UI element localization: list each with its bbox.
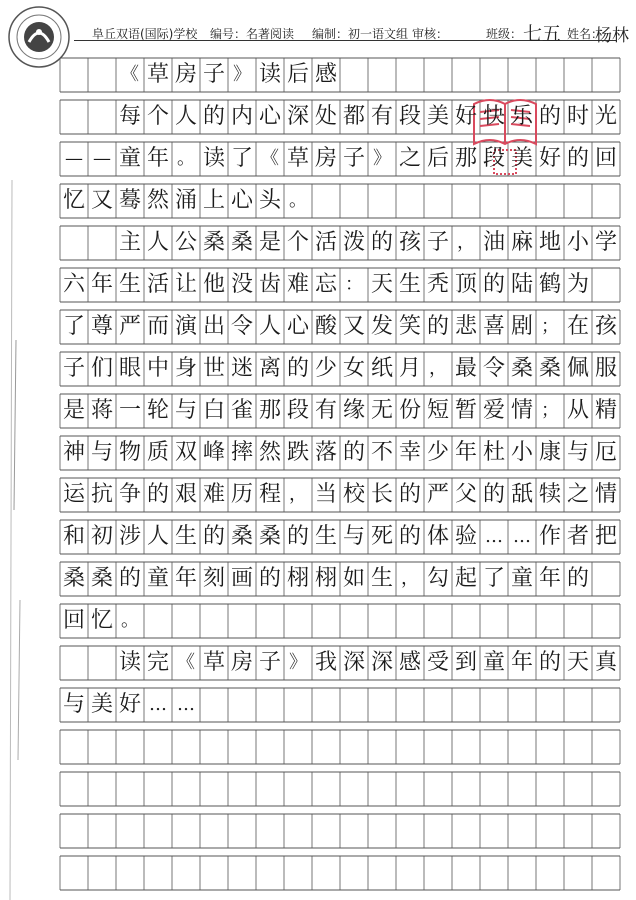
essay-char: 。 — [289, 190, 307, 211]
essay-char: 幸 — [398, 440, 421, 465]
essay-char: 康 — [538, 440, 561, 465]
essay-char: 的 — [202, 524, 225, 549]
essay-char: 画 — [230, 566, 253, 591]
essay-char: 中 — [146, 356, 169, 381]
essay-char: 身 — [174, 356, 197, 381]
essay-char: 油 — [482, 230, 505, 255]
essay-char: 房 — [230, 650, 253, 675]
reviewer-label: 审核： — [412, 27, 449, 41]
essay-char: 天 — [566, 650, 589, 675]
essay-char: 舐 — [510, 482, 533, 507]
essay-char: 读 — [258, 62, 281, 87]
essay-char: 把 — [594, 524, 617, 549]
essay-char: 的 — [286, 356, 309, 381]
essay-char: 暂 — [454, 398, 477, 423]
essay-char: 双 — [174, 440, 197, 465]
essay-char: 草 — [146, 62, 169, 87]
essay-char: 忆 — [62, 188, 85, 213]
essay-char: 童 — [146, 566, 169, 591]
essay-char: 严 — [118, 314, 141, 339]
essay-char: 不 — [370, 440, 393, 465]
essay-char: 如 — [342, 566, 365, 591]
essay-char: 是 — [258, 230, 281, 255]
essay-char: 个 — [146, 104, 169, 129]
essay-char: 是 — [62, 398, 85, 423]
essay-char: 校 — [342, 482, 365, 507]
essay-char: 们 — [90, 356, 113, 381]
essay-char: 为 — [566, 272, 589, 297]
essay-char: 的 — [258, 566, 281, 591]
essay-char: 爱 — [482, 398, 505, 423]
essay-char: 当 — [314, 482, 337, 507]
essay-char: 体 — [426, 524, 449, 549]
essay-char: 的 — [370, 230, 393, 255]
essay-char: 佩 — [566, 356, 589, 381]
essay-char: 我 — [314, 650, 337, 675]
essay-char: 喜 — [482, 314, 505, 339]
essay-char: 女 — [342, 356, 365, 381]
essay-char: 年 — [174, 566, 197, 591]
essay-char: 验 — [454, 524, 477, 549]
essay-char: 每 — [118, 104, 141, 129]
essay-char: 人 — [174, 104, 197, 129]
essay-char: 他 — [202, 272, 225, 297]
essay-char: ； — [541, 316, 559, 337]
essay-char: 桑 — [230, 524, 253, 549]
school-name: 阜丘双语(国际)学校 — [92, 27, 198, 41]
essay-char: 悲 — [454, 314, 477, 339]
essay-char: 房 — [314, 146, 337, 171]
essay-char: 地 — [538, 230, 561, 255]
essay-char: 好 — [454, 104, 477, 129]
essay-char: 然 — [258, 440, 281, 465]
essay-char: 作 — [538, 524, 561, 549]
essay-char: 后 — [286, 62, 309, 87]
essay-char: 栩 — [286, 566, 309, 591]
essay-char: 与 — [566, 440, 589, 465]
essay-char: — — [65, 148, 83, 169]
essay-char: 蒋 — [90, 398, 113, 423]
essay-char: 眼 — [118, 356, 141, 381]
essay-char: 争 — [118, 482, 141, 507]
essay-char: 的 — [482, 272, 505, 297]
essay-char: 头 — [258, 188, 281, 213]
essay-char: 又 — [342, 314, 365, 339]
essay-char: 房 — [174, 62, 197, 87]
essay-char: 人 — [258, 314, 281, 339]
essay-char: 桑 — [258, 524, 281, 549]
essay-char: ， — [457, 232, 475, 253]
essay-char: 犊 — [538, 482, 561, 507]
essay-char: 读 — [202, 146, 225, 171]
essay-char: 齿 — [258, 272, 281, 297]
essay-char: 的 — [538, 104, 561, 129]
essay-char: 》 — [373, 148, 391, 169]
essay-char: 好 — [538, 146, 561, 171]
essay-char: 起 — [454, 566, 477, 591]
essay-char: 酸 — [314, 314, 337, 339]
essay-char: 然 — [146, 188, 169, 213]
essay-char: 涉 — [118, 524, 141, 549]
essay-char: 生 — [174, 524, 197, 549]
essay-char: 无 — [370, 398, 393, 423]
essay-char: 个 — [286, 230, 309, 255]
essay-char: 栩 — [314, 566, 337, 591]
essay-char: 乐 — [510, 104, 533, 129]
editor-label: 编制：初一语文组 — [312, 27, 409, 41]
essay-char: 桑 — [538, 356, 561, 381]
essay-char: 段 — [286, 398, 309, 423]
essay-char: 小 — [566, 230, 589, 255]
essay-char: 神 — [62, 440, 85, 465]
essay-char: 而 — [146, 314, 169, 339]
essay-char: 出 — [202, 314, 225, 339]
essay-char: 段 — [482, 146, 505, 171]
essay-char: 活 — [146, 272, 169, 297]
essay-char: 麻 — [510, 230, 533, 255]
essay-char: 长 — [370, 482, 393, 507]
essay-char: 天 — [370, 272, 393, 297]
essay-char: 时 — [566, 104, 589, 129]
essay-char: 的 — [286, 524, 309, 549]
essay-char: 童 — [118, 146, 141, 171]
essay-char: 从 — [566, 398, 589, 423]
essay-char: 难 — [202, 482, 225, 507]
essay-char: 深 — [342, 650, 365, 675]
essay-char: 美 — [426, 104, 449, 129]
essay-char: 历 — [230, 482, 253, 507]
essay-char: 离 — [258, 356, 281, 381]
essay-char: 的 — [118, 566, 141, 591]
essay-char: 读 — [118, 650, 141, 675]
essay-char: 子 — [62, 356, 85, 381]
essay-char: 年 — [146, 146, 169, 171]
essay-char: 》 — [289, 652, 307, 673]
essay-char: 落 — [314, 440, 337, 465]
essay-char: 了 — [230, 146, 253, 171]
essay-char: 又 — [90, 188, 113, 213]
essay-char: 令 — [230, 314, 253, 339]
essay-char: 令 — [482, 356, 505, 381]
essay-char: 服 — [594, 356, 617, 381]
essay-char: 主 — [118, 230, 141, 255]
essay-char: 《 — [121, 64, 139, 85]
essay-char: 份 — [398, 398, 421, 423]
essay-char: 之 — [398, 146, 421, 171]
essay-char: 勾 — [426, 566, 449, 591]
essay-char: 少 — [426, 440, 449, 465]
essay-char: 之 — [566, 482, 589, 507]
essay-char: 物 — [118, 440, 141, 465]
essay-char: 跌 — [286, 440, 309, 465]
essay-char: 白 — [202, 398, 225, 423]
essay-char: 一 — [118, 398, 141, 423]
essay-char: 顶 — [454, 272, 477, 297]
essay-char: 秃 — [426, 272, 449, 297]
essay-char: 好 — [118, 692, 141, 717]
essay-char: 让 — [174, 272, 197, 297]
essay-char: ； — [541, 400, 559, 421]
essay-char: 深 — [286, 104, 309, 129]
essay-char: 刻 — [202, 566, 225, 591]
essay-char: 孩 — [398, 230, 421, 255]
essay-char: 段 — [398, 104, 421, 129]
essay-char: 桑 — [202, 230, 225, 255]
essay-char: ， — [401, 568, 419, 589]
essay-char: 世 — [202, 356, 225, 381]
essay-char: 回 — [62, 608, 85, 633]
essay-char: 难 — [286, 272, 309, 297]
name-label: 姓名： — [567, 27, 604, 41]
essay-char: … — [177, 694, 195, 715]
essay-char: 和 — [62, 524, 85, 549]
essay-char: 公 — [174, 230, 197, 255]
essay-char: 六 — [62, 272, 85, 297]
essay-char: … — [513, 526, 531, 547]
essay-char: 了 — [482, 566, 505, 591]
essay-char: 年 — [454, 440, 477, 465]
essay-char: 艰 — [174, 482, 197, 507]
essay-char: 的 — [398, 524, 421, 549]
code-label: 编号：名著阅读 — [210, 27, 295, 41]
essay-char: … — [149, 694, 167, 715]
essay-char: 。 — [177, 148, 195, 169]
essay-char: 情 — [594, 482, 617, 507]
essay-char: 。 — [121, 610, 139, 631]
essay-char: 光 — [594, 104, 617, 129]
essay-char: 笑 — [398, 314, 421, 339]
essay-char: 《 — [261, 148, 279, 169]
essay-char: 内 — [230, 104, 253, 129]
essay-char: 在 — [566, 314, 589, 339]
essay-char: 孩 — [594, 314, 617, 339]
essay-char: 严 — [426, 482, 449, 507]
essay-char: 演 — [174, 314, 197, 339]
essay-char: 生 — [314, 524, 337, 549]
essay-char: 《 — [177, 652, 195, 673]
essay-char: 快 — [482, 104, 505, 129]
essay-char: 心 — [230, 188, 253, 213]
essay-char: 的 — [538, 650, 561, 675]
essay-char: 忆 — [90, 608, 113, 633]
essay-char: 草 — [202, 650, 225, 675]
essay-char: 没 — [230, 272, 253, 297]
essay-char: 摔 — [230, 440, 253, 465]
essay-char: 回 — [594, 146, 617, 171]
essay-char: 峰 — [202, 440, 225, 465]
essay-char: 桑 — [90, 566, 113, 591]
class-value: 七五 — [523, 23, 562, 45]
essay-char: … — [485, 526, 503, 547]
essay-char: 心 — [258, 104, 281, 129]
essay-char: 小 — [510, 440, 533, 465]
essay-char: 有 — [370, 104, 393, 129]
essay-char: 子 — [202, 62, 225, 87]
essay-char: 的 — [202, 104, 225, 129]
essay-char: 生 — [118, 272, 141, 297]
essay-char: 涌 — [174, 188, 197, 213]
essay-char: 生 — [370, 566, 393, 591]
essay-char: 到 — [454, 650, 477, 675]
essay-char: 童 — [482, 650, 505, 675]
essay-char: 精 — [594, 398, 617, 423]
essay-char: 程 — [258, 482, 281, 507]
essay-char: 的 — [342, 440, 365, 465]
essay-char: 与 — [342, 524, 365, 549]
essay-char: 人 — [146, 230, 169, 255]
essay-char: 感 — [398, 650, 421, 675]
essay-char: 子 — [258, 650, 281, 675]
essay-char: 泼 — [342, 230, 365, 255]
essay-char: 蓦 — [118, 188, 141, 213]
essay-char: 的 — [426, 314, 449, 339]
essay-char: ， — [289, 484, 307, 505]
essay-char: 都 — [342, 104, 365, 129]
essay-char: 子 — [426, 230, 449, 255]
essay-char: 处 — [314, 104, 337, 129]
essay-char: 》 — [233, 64, 251, 85]
essay-char: 忘 — [314, 272, 337, 297]
essay-char: 有 — [314, 398, 337, 423]
essay-char: 那 — [454, 146, 477, 171]
essay-char: 了 — [62, 314, 85, 339]
essay-char: 抗 — [90, 482, 113, 507]
essay-char: 与 — [62, 692, 85, 717]
essay-char: 鹤 — [538, 272, 561, 297]
essay-char: 陆 — [510, 272, 533, 297]
essay-char: 童 — [510, 566, 533, 591]
essay-char: 短 — [426, 398, 449, 423]
essay-char: 那 — [258, 398, 281, 423]
essay-char: 厄 — [594, 440, 617, 465]
essay-char: 学 — [594, 230, 617, 255]
essay-char: 尊 — [90, 314, 113, 339]
essay-char: 的 — [146, 482, 169, 507]
essay-char: 情 — [510, 398, 533, 423]
essay-char: 美 — [90, 692, 113, 717]
essay-char: 年 — [90, 272, 113, 297]
essay-char: 后 — [426, 146, 449, 171]
essay-char: 质 — [146, 440, 169, 465]
essay-char: 少 — [314, 356, 337, 381]
essay-char: — — [93, 148, 111, 169]
essay-char: 雀 — [230, 398, 253, 423]
essay-char: 桑 — [510, 356, 533, 381]
essay-char: 完 — [146, 650, 169, 675]
essay-char: 初 — [90, 524, 113, 549]
essay-char: 活 — [314, 230, 337, 255]
essay-char: 年 — [510, 650, 533, 675]
essay-char: 最 — [454, 356, 477, 381]
essay-char: 杜 — [482, 440, 505, 465]
essay-char: ： — [345, 274, 363, 295]
essay-char: 桑 — [230, 230, 253, 255]
essay-char: 年 — [538, 566, 561, 591]
essay-char: 子 — [342, 146, 365, 171]
essay-char: 月 — [398, 356, 421, 381]
essay-char: 剧 — [510, 314, 533, 339]
essay-char: 真 — [594, 650, 617, 675]
essay-char: 发 — [370, 314, 393, 339]
name-value: 杨林 — [595, 26, 629, 46]
essay-char: 父 — [454, 482, 477, 507]
essay-char: 生 — [398, 272, 421, 297]
essay-char: 上 — [202, 188, 225, 213]
class-label: 班级： — [486, 27, 523, 41]
essay-char: 心 — [286, 314, 309, 339]
essay-char: 草 — [286, 146, 309, 171]
essay-char: 的 — [566, 146, 589, 171]
essay-char: 的 — [398, 482, 421, 507]
essay-char: 的 — [482, 482, 505, 507]
essay-char: 缘 — [342, 398, 365, 423]
essay-char: 桑 — [62, 566, 85, 591]
scan-edge-marks — [0, 180, 30, 900]
essay-char: 纸 — [370, 356, 393, 381]
essay-char: ， — [429, 358, 447, 379]
essay-char: 与 — [174, 398, 197, 423]
essay-char: 死 — [370, 524, 393, 549]
essay-char: 迷 — [230, 356, 253, 381]
essay-char: 与 — [90, 440, 113, 465]
essay-char: 受 — [426, 650, 449, 675]
essay-char: 运 — [62, 482, 85, 507]
essay-char: 美 — [510, 146, 533, 171]
essay-char: 的 — [566, 566, 589, 591]
essay-char: 者 — [566, 524, 589, 549]
essay-char: 轮 — [146, 398, 169, 423]
essay-char: 人 — [146, 524, 169, 549]
essay-char: 深 — [370, 650, 393, 675]
essay-char: 感 — [314, 62, 337, 87]
